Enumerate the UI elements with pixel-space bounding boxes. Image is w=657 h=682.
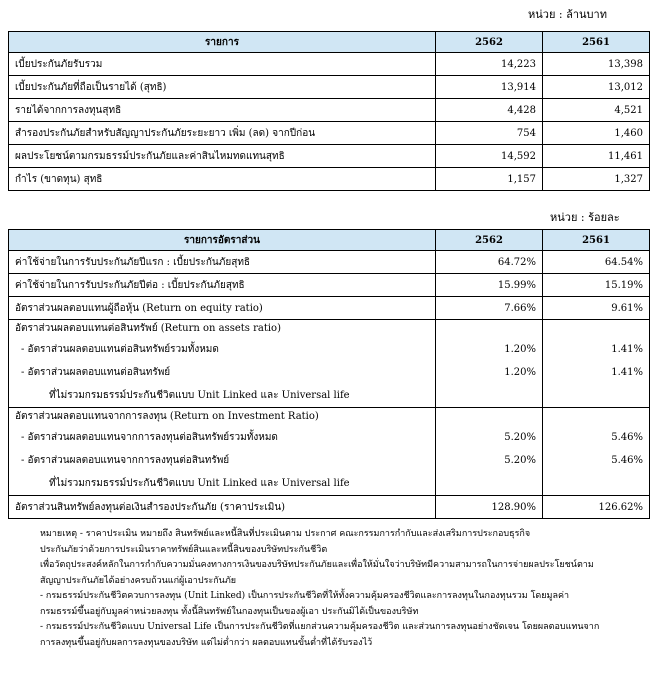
- table-row: [9, 168, 650, 191]
- unit-label-table2: หน่วย : ร้อยละ: [550, 211, 620, 224]
- row-value-2561: 1,460: [543, 122, 650, 145]
- note-line: การลงทุนขึ้นอยู่กับผลการลงทุนของบริษัท แต่ไม่ต่ำกว่า ผลตอบแทนขั้นต่ำที่ได้รับรองไว้: [40, 637, 373, 648]
- row-value-2562: 14,223: [436, 53, 543, 76]
- row-value-2561: 126.62%: [543, 496, 650, 519]
- row-label: รายได้จากการลงทุนสุทธิ: [9, 99, 436, 122]
- roa-item2-label: - อัตราส่วนผลตอบแทนต่อสินทรัพย์: [21, 367, 171, 378]
- roi-item2-label: - อัตราส่วนผลตอบแทนจากการลงทุนต่อสินทรัพย์: [21, 455, 230, 466]
- roa-item1-value-2562: 1.20%: [504, 344, 536, 355]
- roa-item1-label: - อัตราส่วนผลตอบแทนต่อสินทรัพย์รวมทั้งหมด: [21, 344, 219, 355]
- table-row: [9, 496, 650, 519]
- footnotes: [40, 527, 630, 651]
- financial-summary-table: [8, 31, 650, 191]
- note-line: - กรมธรรม์ประกันชีวิตแบบ Universal Life เป็นการประกันชีวิตที่แยกส่วนความคุ้มครองชีวิต และส่วนการลงทุนอย่างชัดเจน โดยผลตอบแทนจาก: [40, 622, 600, 632]
- row-value-2562: 4,428: [436, 99, 543, 122]
- row-label: อัตราส่วนผลตอบแทนผู้ถือหุ้น (Return on equity ratio): [9, 297, 436, 320]
- row-value-2561: 15.19%: [543, 274, 650, 297]
- roi-item1-value-2561: 5.46%: [611, 432, 643, 443]
- roa-item2-cont: ที่ไม่รวมกรมธรรม์ประกันชีวิตแบบ Unit Linked และ Universal life: [49, 390, 350, 401]
- row-label: อัตราส่วนสินทรัพย์ลงทุนต่อเงินสำรองประกันภัย (ราคาประเมิน): [9, 496, 436, 519]
- note-line: - กรมธรรม์ประกันชีวิตควบการลงทุน (Unit Linked) เป็นการประกันชีวิตที่ให้ทั้งความคุ้มครองชีวิตและการลงทุนในกองทุนรวม โดยมูลค่า: [40, 591, 570, 601]
- row-label: กำไร (ขาดทุน) สุทธิ: [9, 168, 436, 191]
- row-value-2562: 15.99%: [436, 274, 543, 297]
- roi-item2-cont: ที่ไม่รวมกรมธรรม์ประกันชีวิตแบบ Unit Linked และ Universal life: [49, 478, 350, 489]
- roi-item1-label: - อัตราส่วนผลตอบแทนจากการลงทุนต่อสินทรัพย์รวมทั้งหมด: [21, 432, 278, 443]
- table-row: [9, 145, 650, 168]
- roa-heading: อัตราส่วนผลตอบแทนต่อสินทรัพย์ (Return on assets ratio): [15, 323, 281, 334]
- table-row: [9, 251, 650, 274]
- row-value-2561: 1,327: [543, 168, 650, 191]
- roi-heading: อัตราส่วนผลตอบแทนจากการลงทุน (Return on Investment Ratio): [15, 411, 319, 422]
- row-value-2561: 13,012: [543, 76, 650, 99]
- roi-item1-value-2562: 5.20%: [504, 432, 536, 443]
- col-header-ratio: รายการอัตราส่วน: [9, 230, 436, 251]
- roi-item2-value-2562: 5.20%: [504, 455, 536, 466]
- row-value-2561: 11,461: [543, 145, 650, 168]
- row-label: ผลประโยชน์ตามกรมธรรม์ประกันภัยและค่าสินไหมทดแทนสุทธิ: [9, 145, 436, 168]
- col-header-2562: 2562: [436, 230, 543, 251]
- row-value-2562: 754: [436, 122, 543, 145]
- roa-item2-value-2561: 1.41%: [611, 367, 643, 378]
- row-value-2562: 14,592: [436, 145, 543, 168]
- table-row: [9, 274, 650, 297]
- row-label: เบี้ยประกันภัยที่ถือเป็นรายได้ (สุทธิ): [9, 76, 436, 99]
- roa-item2-value-2562: 1.20%: [504, 367, 536, 378]
- row-label: ค่าใช้จ่ายในการรับประกันภัยปีแรก : เบี้ยประกันภัยสุทธิ: [9, 251, 436, 274]
- row-label: สำรองประกันภัยสำหรับสัญญาประกันภัยระยะยาว เพิ่ม (ลด) จากปีก่อน: [9, 122, 436, 145]
- note-line: หมายเหตุ - ราคาประเมิน หมายถึง สินทรัพย์และหนี้สินที่ประเมินตาม ประกาศ คณะกรรมการกำกับและส่งเสริมการประกอบธุรกิจ: [40, 529, 531, 539]
- row-value-2561: 9.61%: [543, 297, 650, 320]
- roa-item1-value-2561: 1.41%: [611, 344, 643, 355]
- table-row: [9, 76, 650, 99]
- row-value-2561: 13,398: [543, 53, 650, 76]
- col-header-item: รายการ: [9, 32, 436, 53]
- row-label: ค่าใช้จ่ายในการรับประกันภัยปีต่อ : เบี้ยประกันภัยสุทธิ: [9, 274, 436, 297]
- row-value-2562: 128.90%: [436, 496, 543, 519]
- ratio-table: [8, 229, 650, 519]
- row-value-2562: 1,157: [436, 168, 543, 191]
- row-value-2561: 4,521: [543, 99, 650, 122]
- table-row: [9, 99, 650, 122]
- row-value-2562: 13,914: [436, 76, 543, 99]
- col-header-2562: 2562: [436, 32, 543, 53]
- note-line: กรมธรรม์ขึ้นอยู่กับมูลค่าหน่วยลงทุน ทั้งนี้สินทรัพย์ในกองทุนเป็นของผู้เอา ประกันมิได้เป็นของบริษัท: [40, 606, 419, 617]
- note-line: ประกันภัยว่าด้วยการประเมินราคาทรัพย์สินและหนี้สินของบริษัทประกันชีวิต: [40, 544, 328, 555]
- row-value-2562: 64.72%: [436, 251, 543, 274]
- unit-label-table1: หน่วย : ล้านบาท: [528, 8, 607, 21]
- table-row-roi: [9, 408, 650, 496]
- table-row: [9, 297, 650, 320]
- table-row: [9, 122, 650, 145]
- note-line: สัญญาประกันภัยได้อย่างครบถ้วนแก่ผู้เอาประกันภัย: [40, 575, 237, 586]
- col-header-2561: 2561: [543, 230, 650, 251]
- row-value-2562: 7.66%: [436, 297, 543, 320]
- table-row-roa: [9, 320, 650, 408]
- note-line: เพื่อวัตถุประสงค์หลักในการกำกับความมั่นคงทางการเงินของบริษัทประกันภัยและเพื่อให้มั่นใจว่าบริษัทมีความสามารถในการจ่ายผลประโยชน์ตาม: [40, 560, 594, 570]
- col-header-2561: 2561: [543, 32, 650, 53]
- roi-item2-value-2561: 5.46%: [611, 455, 643, 466]
- table-row: [9, 53, 650, 76]
- row-value-2561: 64.54%: [543, 251, 650, 274]
- row-label: เบี้ยประกันภัยรับรวม: [9, 53, 436, 76]
